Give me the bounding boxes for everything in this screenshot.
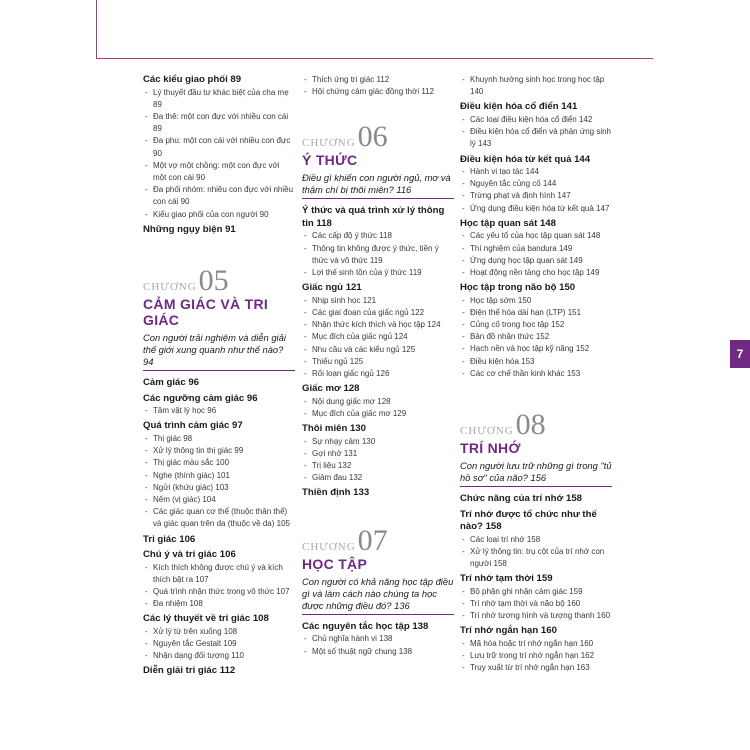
toc-heading: Các lý thuyết về tri giác 108 (143, 613, 269, 625)
toc-item: - Rối loạn giấc ngủ 126 (302, 368, 454, 380)
toc-item: - Ứng dụng điều kiện hóa từ kết quả 147 (460, 203, 612, 215)
chapter-number: 05 (198, 264, 229, 298)
chapter-number: 06 (357, 120, 388, 154)
toc-item: - Mục đích của giấc ngủ 124 (302, 331, 454, 343)
chapter-title: CẢM GIÁC VÀ TRI GIÁC (143, 296, 269, 329)
chapter-question: Con người có khả năng học tập điều gì và làm cách nào chúng ta học được những điều đó? 136 (302, 576, 454, 615)
toc-item: - Thí nghiệm của bandura 149 (460, 243, 612, 255)
toc-item: - Củng cố trong học tập 152 (460, 319, 612, 331)
toc-heading: Điều kiện hóa cổ điển 141 (460, 101, 578, 113)
chapter-title: Ý THỨC (302, 152, 358, 169)
toc-item: - Ngửi (khứu giác) 103 (143, 482, 295, 494)
toc-item: - Học tập sớm 150 (460, 295, 612, 307)
chapter-number: 08 (515, 408, 546, 442)
toc-item: - Ứng dụng học tập quan sát 149 (460, 255, 612, 267)
toc-item: - Các giai đoạn của giấc ngủ 122 (302, 307, 454, 319)
top-frame-line (96, 0, 653, 59)
toc-heading: Tri giác 106 (143, 533, 196, 545)
toc-heading: Cảm giác 96 (143, 377, 199, 389)
toc-heading: Thiền định 133 (302, 487, 370, 499)
toc-heading: Thôi miên 130 (302, 423, 366, 435)
toc-item: - Đa thê: một con đực với nhiều con cái 89 (143, 111, 295, 135)
toc-item: - Nhịp sinh học 121 (302, 295, 454, 307)
toc-item: - Một số thuật ngữ chung 138 (302, 646, 454, 658)
toc-item: - Trừng phạt và định hình 147 (460, 190, 612, 202)
toc-item: - Chủ nghĩa hành vi 138 (302, 633, 454, 645)
toc-item: - Hành vi tạo tác 144 (460, 166, 612, 178)
chapter-question: Con người trải nghiệm và diễn giải thế giới xung quanh như thế nào? 94 (143, 332, 295, 371)
toc-item: - Kích thích không được chú ý và kích thích bật ra 107 (143, 562, 295, 586)
toc-column-2 (302, 74, 454, 658)
toc-item: - Đa phu: một con cái với nhiều con đực 90 (143, 135, 295, 159)
chapter-word: CHƯƠNG (460, 425, 514, 438)
toc-item: - Sự nhạy cảm 130 (302, 436, 454, 448)
toc-heading: Giấc ngủ 121 (302, 282, 362, 294)
toc-item: - Kiểu giao phối của con người 90 (143, 209, 295, 221)
toc-item: - Các giác quan cơ thể (thuộc thân thể) và giác quan trên da (thuộc về da) 105 (143, 506, 295, 530)
chapter-word: CHƯƠNG (143, 281, 197, 294)
toc-item: - Quá trình nhận thức trong vô thức 107 (143, 586, 295, 598)
chapter-title: TRÍ NHỚ (460, 440, 521, 457)
toc-item: - Hoạt động nền tảng cho học tập 149 (460, 267, 612, 279)
chapter-question: Điều gì khiến con người ngủ, mơ và thậm chí bị thôi miên? 116 (302, 172, 454, 199)
toc-item: - Lưu trữ trong trí nhớ ngắn hạn 162 (460, 650, 612, 662)
toc-heading: Trí nhớ ngắn hạn 160 (460, 625, 557, 637)
toc-item: - Thị giác 98 (143, 433, 295, 445)
toc-item: - Nhận thức kích thích và học tập 124 (302, 319, 454, 331)
toc-item: - Xử lý thông tin: trụ cột của trí nhớ con người 158 (460, 546, 612, 570)
toc-heading: Các nguyên tắc học tập 138 (302, 620, 429, 632)
toc-heading: Những ngụy biện 91 (143, 223, 236, 235)
toc-item: - Hội chứng cảm giác đồng thời 112 (302, 86, 454, 98)
chapter-header (460, 408, 612, 487)
toc-item: - Nguyên tắc Gestalt 109 (143, 638, 295, 650)
toc-item: - Các yếu tố của học tập quan sát 148 (460, 230, 612, 242)
toc-item: - Điều kiện hóa 153 (460, 356, 612, 368)
toc-item: - Điện thế hóa dài hạn (LTP) 151 (460, 307, 612, 319)
toc-heading: Các kiểu giao phối 89 (143, 74, 242, 85)
chapter-header (143, 264, 295, 371)
toc-item: - Các loại điều kiện hóa cổ điển 142 (460, 114, 612, 126)
section-side-tab: 7 (730, 340, 750, 368)
toc-heading: Điều kiện hóa từ kết quả 144 (460, 153, 591, 165)
toc-item: - Tâm vật lý học 96 (143, 405, 295, 417)
toc-item: - Trí nhớ tạm thời và não bộ 160 (460, 598, 612, 610)
toc-heading: Học tập quan sát 148 (460, 217, 556, 229)
toc-column-3 (460, 74, 612, 674)
toc-heading: Quá trình cảm giác 97 (143, 420, 243, 432)
toc-item: - Thông tin không được ý thức, tiền ý thức và vô thức 119 (302, 243, 454, 267)
toc-heading: Diễn giải tri giác 112 (143, 665, 236, 677)
chapter-header (302, 120, 454, 199)
toc-item: - Gợi nhớ 131 (302, 448, 454, 460)
toc-heading: Giấc mơ 128 (302, 383, 360, 395)
toc-item: - Trị liệu 132 (302, 460, 454, 472)
toc-item: - Mục đích của giấc mơ 129 (302, 408, 454, 420)
toc-item: - Bộ phận ghi nhận cảm giác 159 (460, 586, 612, 598)
toc-item: - Thị giác màu sắc 100 (143, 457, 295, 469)
chapter-word: CHƯƠNG (302, 137, 356, 150)
toc-item: - Điều kiện hóa cổ điển và phản ứng sinh lý 143 (460, 126, 612, 150)
toc-item: - Mã hóa hoặc trí nhớ ngắn hạn 160 (460, 638, 612, 650)
toc-item: - Xử lý từ trên xuống 108 (143, 626, 295, 638)
toc-item: - Nguyên tắc củng cố 144 (460, 178, 612, 190)
toc-item: - Truy xuất từ trí nhớ ngắn hạn 163 (460, 662, 612, 674)
chapter-header (302, 524, 454, 615)
toc-item: - Nhận dạng đối tượng 110 (143, 650, 295, 662)
toc-item: - Khuynh hướng sinh học trong học tập 140 (460, 74, 612, 98)
toc-item: - Nhu cầu và các kiểu ngủ 125 (302, 344, 454, 356)
toc-item: - Xử lý thông tin thị giác 99 (143, 445, 295, 457)
toc-item: - Các cơ chế thần kinh khác 153 (460, 368, 612, 380)
chapter-word: CHƯƠNG (302, 540, 356, 553)
toc-item: - Hạch nền và học tập kỹ năng 152 (460, 343, 612, 355)
toc-column-1 (143, 74, 295, 678)
toc-heading: Chức năng của trí nhớ 158 (460, 493, 582, 505)
toc-item: - Thích ứng tri giác 112 (302, 74, 454, 86)
toc-item: - Đa nhiệm 108 (143, 598, 295, 610)
toc-item: - Lợi thế sinh tồn của ý thức 119 (302, 267, 454, 279)
toc-item: - Giảm đau 132 (302, 472, 454, 484)
toc-item: - Nghe (thính giác) 101 (143, 470, 295, 482)
toc-heading: Trí nhớ tạm thời 159 (460, 573, 553, 585)
toc-heading: Chú ý và tri giác 106 (143, 549, 236, 561)
toc-item: - Các cấp độ ý thức 118 (302, 230, 454, 242)
toc-item: - Bản đồ nhận thức 152 (460, 331, 612, 343)
toc-item: - Nếm (vị giác) 104 (143, 494, 295, 506)
toc-item: - Đa phối nhóm: nhiều con đực với nhiều con cái 90 (143, 184, 295, 208)
toc-item: - Nội dung giấc mơ 128 (302, 396, 454, 408)
toc-heading: Ý thức và quá trình xử lý thông tin 118 (302, 205, 445, 229)
toc-heading: Trí nhớ được tổ chức như thế nào? 158 (460, 508, 597, 533)
toc-item: - Các loại trí nhớ 158 (460, 534, 612, 546)
toc-heading: Các ngưỡng cảm giác 96 (143, 392, 258, 404)
chapter-title: HỌC TẬP (302, 555, 368, 572)
toc-heading: Học tập trong não bộ 150 (460, 282, 576, 294)
toc-item: - Thiếu ngủ 125 (302, 356, 454, 368)
chapter-number: 07 (357, 523, 388, 557)
toc-item: - Một vợ một chồng: một con đực với một con cái 90 (143, 160, 295, 184)
chapter-question: Con người lưu trữ những gì trong "tủ hồ sơ" của não? 156 (460, 460, 612, 487)
toc-item: - Trí nhớ tương hình và tượng thanh 160 (460, 610, 612, 622)
toc-item: - Lý thuyết đầu tư khác biệt của cha mẹ 89 (143, 87, 295, 111)
